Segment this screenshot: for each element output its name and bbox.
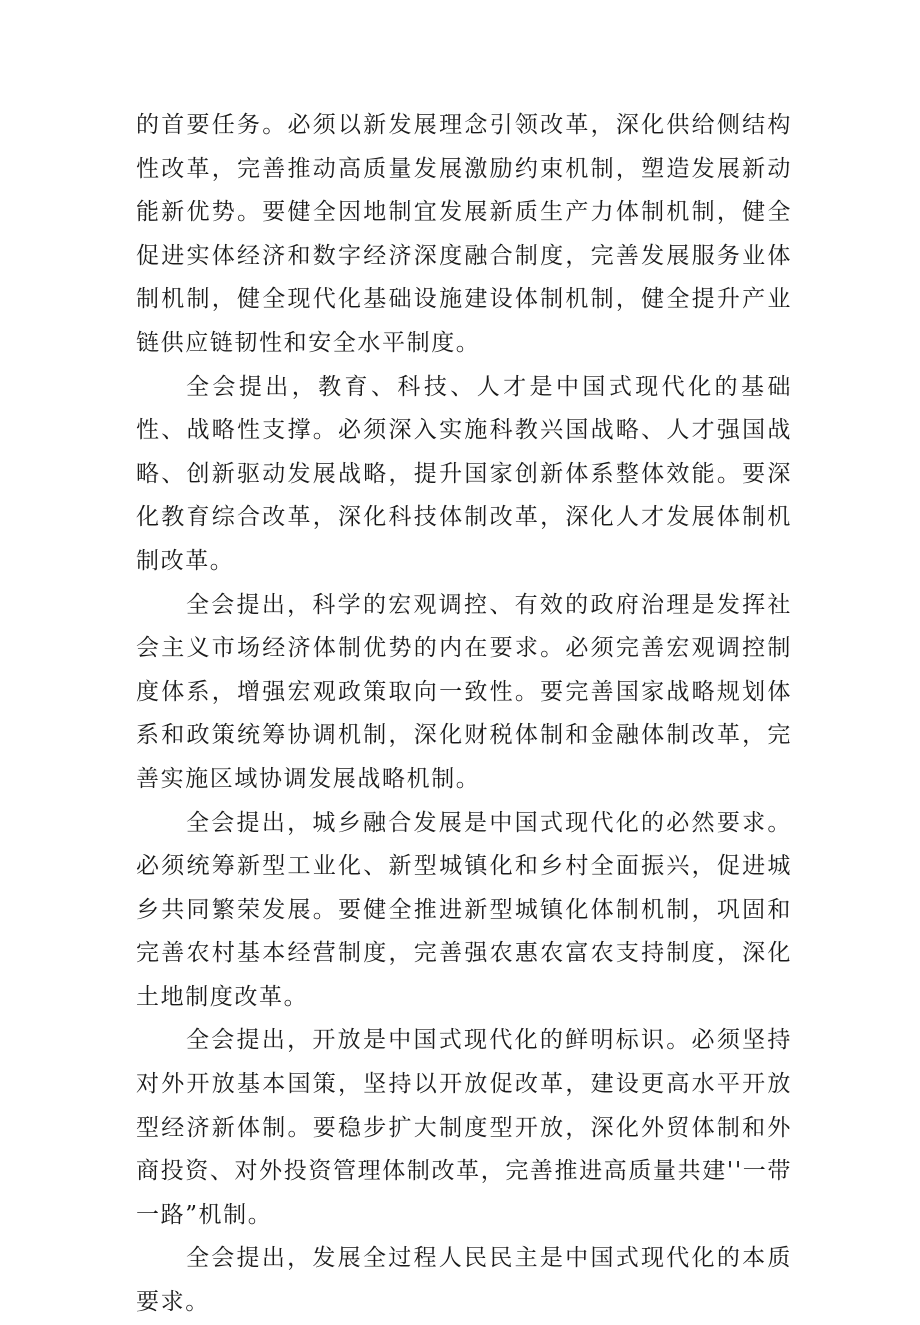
paragraph-6: 全会提出，发展全过程人民民主是中国式现代化的本质要求。	[136, 1245, 792, 1316]
document-body	[136, 104, 792, 1325]
paragraph-1: 的首要任务。必须以新发展理念引领改革，深化供给侧结构性改革，完善推动高质量发展激励约束机制，塑造发展新动能新优势。要健全因地制宜发展新质生产力体制机制，健全促进实体经济和数字经济深度融合制度，完善发展服务业体制机制，健全现代化基础设施建设体制机制，健全提升产业链供应链韧性和安全水平制度。	[136, 112, 792, 356]
paragraph-4: 全会提出，城乡融合发展是中国式现代化的必然要求。必须统筹新型工业化、新型城镇化和乡村全面振兴，促进城乡共同繁荣发展。要健全推进新型城镇化体制机制，巩固和完善农村基本经营制度，完善强农惠农富农支持制度，深化土地制度改革。	[136, 809, 792, 1010]
paragraph-5: 全会提出，开放是中国式现代化的鲜明标识。必须坚持对外开放基本国策，坚持以开放促改革，建设更高水平开放型经济新体制。要稳步扩大制度型开放，深化外贸体制和外商投资、对外投资管理体制改革，完善推进高质量共建''一带一路”机制。	[136, 1027, 792, 1228]
paragraph-3: 全会提出，科学的宏观调控、有效的政府治理是发挥社会主义市场经济体制优势的内在要求。必须完善宏观调控制度体系，增强宏观政策取向一致性。要完善国家战略规划体系和政策统筹协调机制，深化财税体制和金融体制改革，完善实施区域协调发展战略机制。	[136, 591, 792, 792]
paragraph-2: 全会提出，教育、科技、人才是中国式现代化的基础性、战略性支撑。必须深入实施科教兴国战略、人才强国战略、创新驱动发展战略，提升国家创新体系整体效能。要深化教育综合改革，深化科技体制改革，深化人才发展体制机制改革。	[136, 373, 792, 574]
